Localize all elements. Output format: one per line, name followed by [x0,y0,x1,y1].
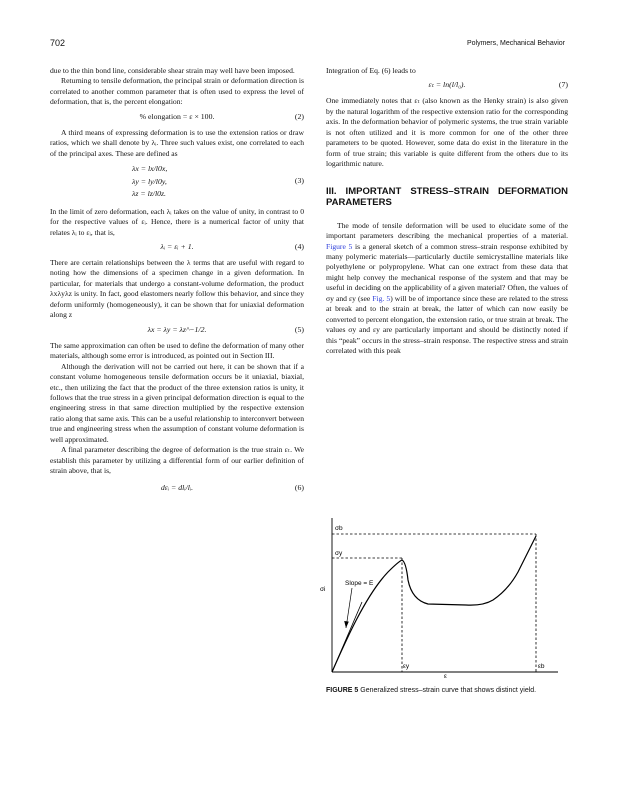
equation-number: (5) [294,324,304,334]
right-column [326,66,568,357]
paragraph: One immediately notes that εₜ (also known as the Henky strain) is also given by the natural logarithm of the respective extension ratio for the corresponding axis. In the deformation behavior of polymeric systems, the true strain variable is not often utilized and it is more common for one of the other three parameters to be quoted. However, some data do exist in the literature in the form of true strain; this variable is quite different from the others due to its logarithmic nature. [326,96,568,169]
running-title: Polymers, Mechanical Behavior [466,40,565,47]
eps-y-label: εy [403,663,410,670]
equation-7 [326,80,568,92]
page-number: 702 [50,38,66,48]
equation-6 [50,483,304,495]
figure-link[interactable]: Figure 5 [326,241,353,251]
sigma-y-label: σy [335,550,343,557]
equation-text: εₜ = ln(l/l₀). [428,80,466,90]
paragraph: Integration of Eq. (6) leads to [326,66,416,75]
equation-text: λx = λy = λz^−1/2. [147,324,207,334]
section-heading: III. IMPORTANT STRESS–STRAIN DEFORMATION PARAMETERS [326,185,568,208]
caption-text: Generalized stress–strain curve that shows distinct yield. [360,687,537,694]
equation-line: λz = lz/l0z. [132,189,166,199]
caption-label: FIGURE 5 [326,687,359,694]
equation-4 [50,242,304,254]
paragraph: Returning to tensile deformation, the principal strain or deformation direction is correlated to another common parameter that is often used to express the level of deformation, that is, the percent elongation: [50,76,304,107]
equation-line: λy = ly/l0y, [132,176,167,186]
equation-text: dεᵢ = dlᵢ/lᵢ. [160,482,194,492]
equation-2 [50,112,304,124]
text-span: is a general sketch of a common stress–strain response exhibited by many polymeric materials—particularly ductile semicrystalline materials like polyethylene or polypropylene. What can one extract from these data that might help convey the mechanical response of the system and that may be useful in deciding on the applicability of a given material? Often, the values of σy and εy (see [326,241,569,303]
equation-text: % elongation = ε × 100. [139,111,215,121]
text-span: ) will be of importance since these are related to the stress at break and to the strain at break, the latter of which can now easily be converted to percent elongation, the extension ratio, or true strain at break. The values σy and εy are particularly important and should be distinctly noted if this “peak” occurs in the stress–strain response. The respective stress and strain correlated with this peak [326,293,568,356]
paragraph: A final parameter describing the degree of deformation is the true strain εₜ. We establish this parameter by utilizing a differential form of our earlier definition of strain above, that is, [50,445,304,476]
slope-label: Slope = E [345,580,374,587]
equation-number: (6) [294,482,304,492]
equation-line: λx = lx/l0x, [132,164,168,174]
equation-number: (3) [294,176,304,186]
paragraph: A third means of expressing deformation is to use the extension ratios or draw ratios, which we shall denote by λᵢ. Three such values exist, one correlated to each of the principal axes. These are defined as [50,127,304,158]
left-column [50,66,304,499]
equation-number: (7) [558,80,568,90]
eps-b-label: εb [538,663,545,670]
figure-caption [326,686,568,695]
equation-3 [50,164,304,202]
equation-number: (4) [294,242,304,252]
equation-text: λᵢ = εᵢ + 1. [160,242,194,252]
paragraph: Although the derivation will not be carried out here, it can be shown that if a constant volume homogeneous tensile deformation occurs be it uniaxial, biaxial, etc., then utilizing the fact that the product of the three extension ratios is unity, it follows that the true stress in a given principal deformation direction is equal to the engineering stress in that same direction multiplied by the respective extension ratio along that same axis. This can be a useful relationship to interconvert between true and engineering stress when the assumption of constant volume deformation is well approximated. [50,361,304,444]
paragraph: There are certain relationships between the λ terms that are useful with regard to noting how the dimensions of a specimen change in a given deformation. In particular, for materials that undergo a constant-volume deformation, the product λxλyλz is unity. In fact, good elastomers nearly follow this behavior, and since they deform uniformly (homogeneously), it can be shown that for uniaxial deformation along z [50,258,304,320]
sigma-i-label: σi [320,586,326,593]
paragraph: In the limit of zero deformation, each λᵢ takes on the value of unity, in contrast to 0 for the respective values of εᵢ. Hence, there is a numerical factor of unity that relates λᵢ to εᵢ, that is, [50,206,304,237]
x-axis-label: ε [444,673,447,680]
figure-link[interactable]: Fig. 5 [372,293,391,303]
sigma-b-label: σb [335,525,343,532]
paragraph: The same approximation can often be used to define the deformation of many other materials, although some error is introduced, as pointed out in Section III. [50,340,304,361]
stress-strain-curve [332,536,536,672]
paragraph [326,221,568,357]
figure-5-stress-strain-curve [318,500,573,680]
paragraph: due to the thin bond line, considerable shear strain may well have been imposed. [50,66,295,75]
text-span: The mode of tensile deformation will be used to elucidate some of the important parameters describing the mechanical properties of a material. [326,220,568,241]
equation-number: (2) [294,111,304,121]
equation-5 [50,325,304,337]
modulus-tangent-line [332,602,362,672]
